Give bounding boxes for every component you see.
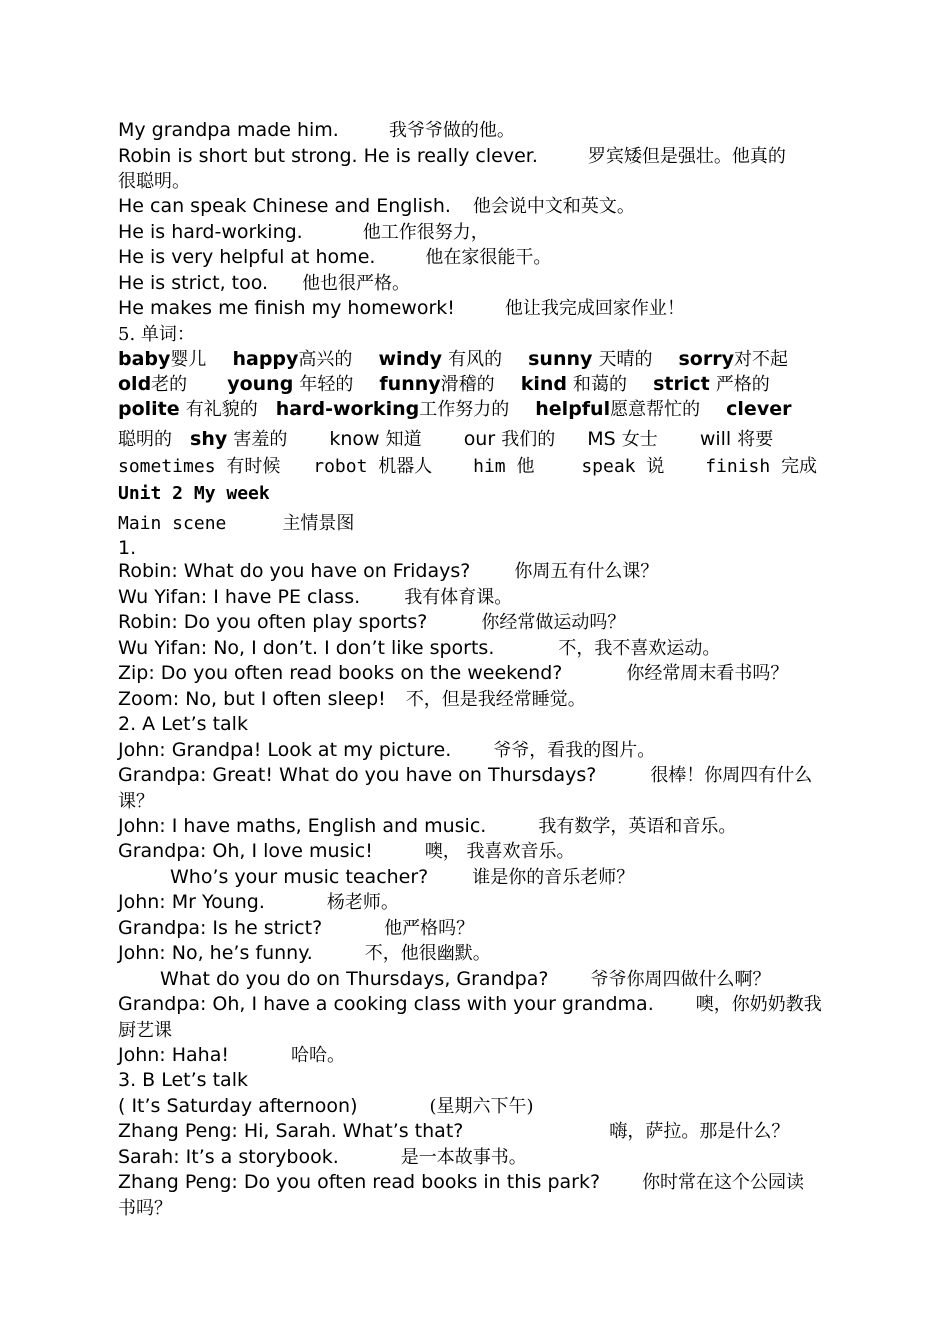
- dialog-line: Wu Yifan: I have PE class. 我有体育课。: [118, 585, 513, 608]
- vocab-row: 聪明的 shy 害羞的 know 知道 our 我们的 MS 女士 will 将要: [118, 428, 774, 450]
- text-line-continuation: 很聪明。: [118, 171, 190, 192]
- text-line-continuation: 书吗？: [118, 1197, 172, 1219]
- dialog-line: What do you do on Thursdays, Grandpa? 爷爷你周四做什么啊？: [160, 967, 771, 990]
- section-number: 1.: [118, 537, 137, 559]
- vocab-row: sometimes 有时候 robot 机器人 him 他 speak 说 finish 完成: [118, 456, 818, 477]
- unit-title: Unit 2 My week: [118, 483, 270, 504]
- dialog-line: Zoom: No, but I often sleep! 不，但是我经常睡觉。: [118, 687, 586, 710]
- dialog-line: Zhang Peng: Hi, Sarah. What’s that? 嗨，萨拉。那是什么？: [118, 1120, 790, 1142]
- text-line: He is hard-working. 他工作很努力，: [118, 220, 489, 243]
- dialog-line: Sarah: It’s a storybook. 是一本故事书。: [118, 1145, 527, 1168]
- dialog-line: Wu Yifan: No, I don’t. I don’t like sports. 不，我不喜欢运动。: [118, 636, 721, 659]
- vocab-row: baby婴儿 happy高兴的 windy 有风的 sunny 天晴的 sorry对不起: [118, 348, 788, 370]
- dialog-line: Grandpa: Great! What do you have on Thursdays? 很棒！你周四有什么: [118, 764, 813, 786]
- text-line: He is very helpful at home. 他在家很能干。: [118, 246, 552, 268]
- dialog-line: Robin: What do you have on Fridays? 你周五有什么课？: [118, 560, 659, 582]
- dialog-line: John: Haha! 哈哈。: [118, 1043, 345, 1066]
- document-page: [118, 118, 834, 1221]
- dialog-line: John: Grandpa! Look at my picture. 爷爷，看我的图片。: [118, 738, 656, 761]
- dialog-line: Who’s your music teacher? 谁是你的音乐老师？: [170, 865, 635, 888]
- dialog-line: Robin: Do you often play sports? 你经常做运动吗？: [118, 611, 626, 633]
- text-line-continuation: 厨艺课: [118, 1019, 172, 1041]
- dialog-line: Grandpa: Oh, I love music! 噢， 我喜欢音乐。: [118, 840, 575, 862]
- dialog-line: John: I have maths, English and music. 我有数学，英语和音乐。: [118, 814, 737, 837]
- section-title: 3. B Let’s talk: [118, 1069, 248, 1091]
- dialog-line: John: No, he’s funny. 不，他很幽默。: [118, 942, 491, 964]
- text-line: He can speak Chinese and English. 他会说中文和英文。: [118, 195, 635, 217]
- dialog-line: Zhang Peng: Do you often read books in this park? 你时常在这个公园读: [118, 1171, 805, 1193]
- text-line: My grandpa made him. 我爷爷做的他。: [118, 119, 515, 141]
- text-line: He makes me finish my homework! 他让我完成回家作业！: [118, 297, 685, 319]
- text-line-continuation: 课？: [118, 790, 154, 812]
- dialog-line: ( It’s Saturday afternoon) (星期六下午): [118, 1094, 534, 1117]
- vocab-row: old老的 young 年轻的 funny滑稽的 kind 和蔼的 strict 严格的: [118, 373, 770, 395]
- dialog-line: Zip: Do you often read books on the weekend? 你经常周末看书吗？: [118, 662, 789, 684]
- dialog-line: Grandpa: Is he strict? 他严格吗？: [118, 916, 475, 939]
- vocab-heading: 5. 单词：: [118, 323, 195, 345]
- text-line: He is strict, too. 他也很严格。: [118, 271, 411, 294]
- main-scene-label: Main scene 主情景图: [118, 513, 355, 534]
- vocab-row: polite 有礼貌的 hard-working工作努力的 helpful愿意帮忙的 clever: [118, 398, 792, 420]
- dialog-line: John: Mr Young. 杨老师。: [118, 891, 399, 913]
- text-line: Robin is short but strong. He is really clever. 罗宾矮但是强壮。他真的: [118, 144, 786, 167]
- dialog-line: Grandpa: Oh, I have a cooking class with your grandma. 噢，你奶奶教我: [118, 993, 822, 1015]
- section-title: 2. A Let’s talk: [118, 713, 248, 735]
